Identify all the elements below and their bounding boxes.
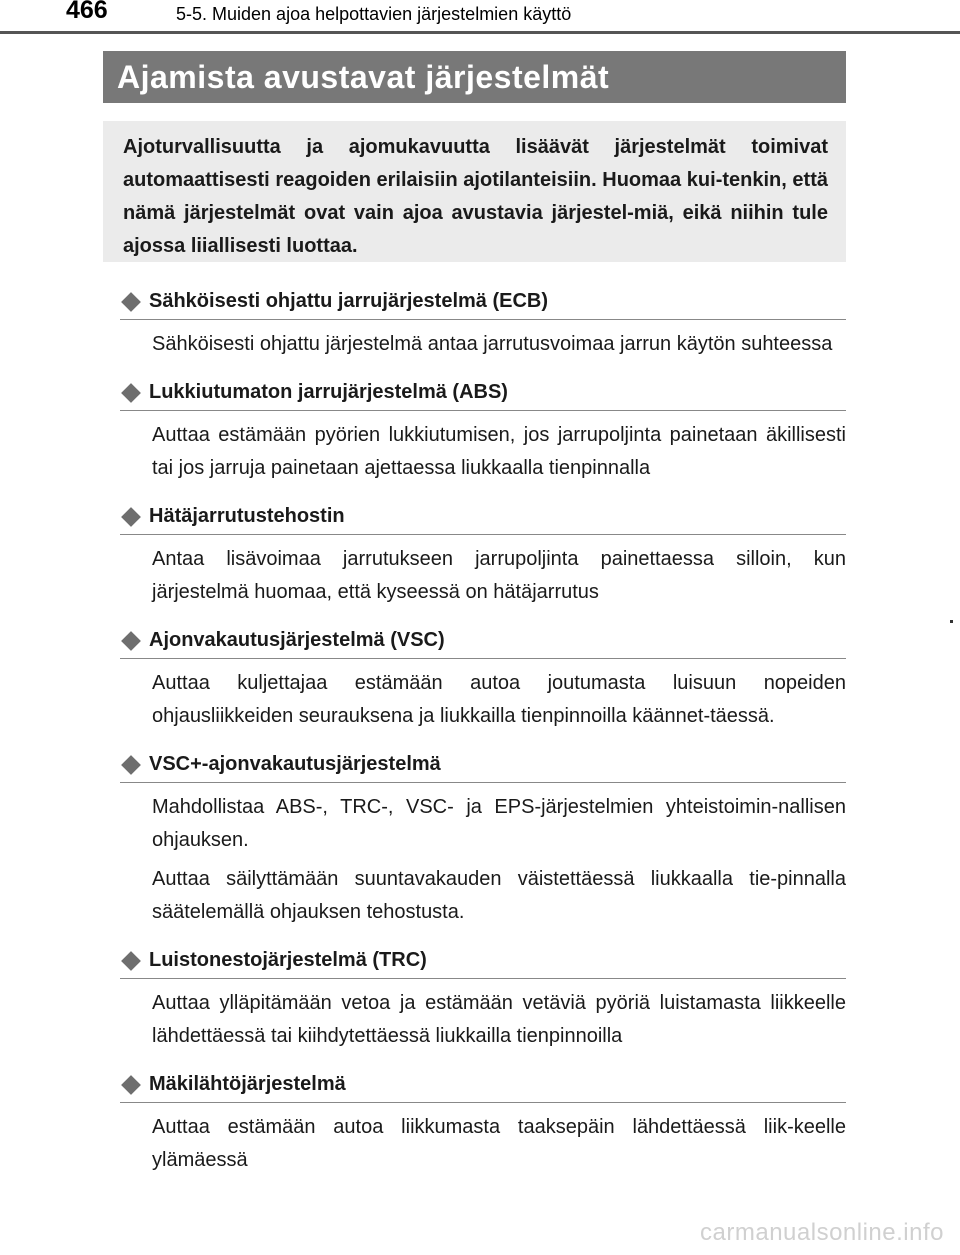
- intro-box: [103, 121, 846, 262]
- section-heading: [120, 623, 846, 659]
- title-banner: [103, 51, 846, 103]
- section-title: Sähköisesti ohjattu jarrujärjestelmä (ECB): [149, 290, 549, 312]
- watermark: carmanualsonline.info: [700, 1219, 944, 1246]
- section-paragraph: Auttaa säilyttämään suuntavakauden väistettäessä liukkaalla tie-pinnalla säätelemällä ohjauksen tehostusta.: [152, 868, 846, 923]
- diamond-bullet-icon: [121, 507, 141, 527]
- section-paragraph: Auttaa estämään pyörien lukkiutumisen, jos jarrupoljinta painetaan äkillisesti tai jos jarruja painetaan ajettaessa liukkaalla tienpinnalla: [152, 424, 846, 479]
- diamond-bullet-icon: [121, 755, 141, 775]
- section-title: Luistonestojärjestelmä (TRC): [149, 949, 427, 971]
- section-heading: [120, 943, 846, 979]
- section-paragraph: Auttaa estämään autoa liikkumasta taaksepäin lähdettäessä liik-keelle ylämäessä: [152, 1116, 846, 1171]
- section-paragraph: Mahdollistaa ABS-, TRC-, VSC- ja EPS-järjestelmien yhteistoimin-nallisen ohjauksen.: [152, 796, 846, 851]
- diamond-bullet-icon: [121, 292, 141, 312]
- section-body: [120, 411, 846, 485]
- section-body: [120, 1103, 846, 1177]
- section-paragraph: Sähköisesti ohjattu järjestelmä antaa jarrutusvoimaa jarrun käytön suhteessa: [152, 333, 833, 355]
- section-heading: [120, 375, 846, 411]
- page-title: Ajamista avustavat järjestelmät: [117, 58, 610, 95]
- sections-list: [120, 284, 846, 1191]
- section-body: [120, 979, 846, 1053]
- diamond-bullet-icon: [121, 951, 141, 971]
- page-number: 466: [66, 0, 108, 24]
- diamond-bullet-icon: [121, 1075, 141, 1095]
- section-title: Ajonvakautusjärjestelmä (VSC): [149, 629, 445, 651]
- section-title: Lukkiutumaton jarrujärjestelmä (ABS): [149, 381, 508, 403]
- diamond-bullet-icon: [121, 631, 141, 651]
- chapter-header: 5-5. Muiden ajoa helpottavien järjestelmien käyttö: [176, 4, 572, 24]
- section-paragraph: Auttaa kuljettajaa estämään autoa joutumasta luisuun nopeiden ohjausliikkeiden seurauksena ja liukkailla tienpinnoilla käännet-täessä.: [152, 672, 846, 727]
- header-divider: [0, 31, 960, 34]
- intro-text: Ajoturvallisuutta ja ajomukavuutta lisäävät järjestelmät toimivat automaattisesti reagoiden erilaisiin ajotilanteisiin. Huomaa kui-tenkin, että nämä järjestelmät ovat vain ajoa avustavia järjestel-miä, eikä niihin tule ajossa liiallisesti luottaa.: [123, 136, 828, 257]
- section-heading: [120, 1067, 846, 1103]
- section-body: [120, 535, 846, 609]
- section-body: [120, 320, 846, 361]
- section-paragraph: Auttaa ylläpitämään vetoa ja estämään vetäviä pyöriä luistamasta liikkeelle lähdettäessä tai kiihdytettäessä liukkailla tienpinnoilla: [152, 992, 846, 1047]
- section-heading: [120, 284, 846, 320]
- section-body: [120, 783, 846, 929]
- section-heading: [120, 747, 846, 783]
- diamond-bullet-icon: [121, 383, 141, 403]
- section-heading: [120, 499, 846, 535]
- margin-mark: [950, 620, 953, 623]
- section-title: VSC+-ajonvakautusjärjestelmä: [149, 753, 441, 775]
- section-title: Mäkilähtöjärjestelmä: [149, 1073, 346, 1095]
- section-title: Hätäjarrutustehostin: [149, 505, 345, 527]
- section-paragraph: Antaa lisävoimaa jarrutukseen jarrupoljinta painettaessa silloin, kun järjestelmä huomaa, että kyseessä on hätäjarrutus: [152, 548, 846, 603]
- section-body: [120, 659, 846, 733]
